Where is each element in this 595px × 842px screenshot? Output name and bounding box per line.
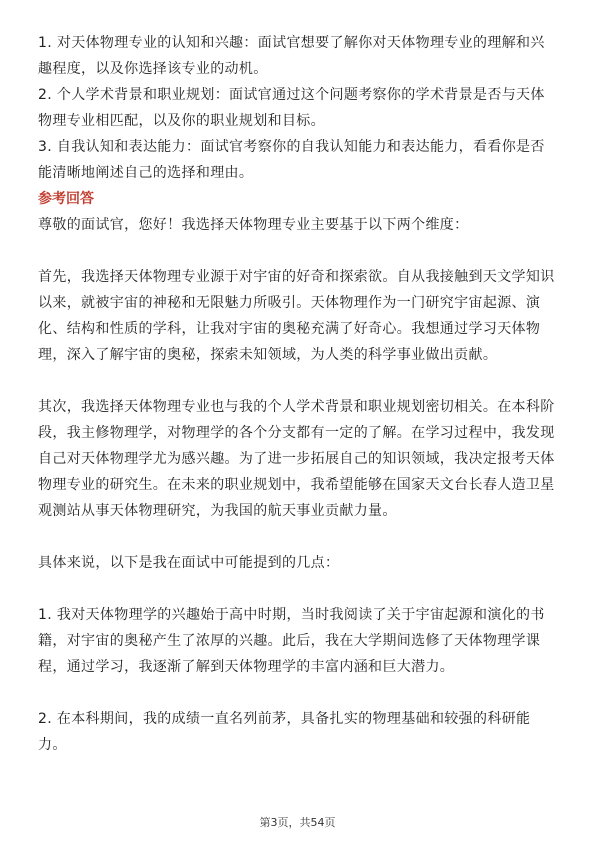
spacer bbox=[38, 368, 557, 394]
spacer bbox=[38, 524, 557, 550]
point-1: 1. 我对天体物理学的兴趣始于高中时期，当时我阅读了关于宇宙起源和演化的书籍，对宇宙的奥秘产生了浓厚的兴趣。此后，我在大学期间选修了天体物理学课程，通过学习，我逐渐了解到天体物理学的丰富内涵和巨大潜力。 bbox=[38, 607, 545, 675]
criteria-item-2: 2. 个人学术背景和职业规划：面试官通过这个问题考察你的学术背景是否与天体物理专业相匹配，以及你的职业规划和目标。 bbox=[38, 87, 545, 129]
paragraph-first: 首先，我选择天体物理专业源于对宇宙的好奇和探索欲。自从我接触到天文学知识以来，就被宇宙的神秘和无限魅力所吸引。天体物理作为一门研究宇宙起源、演化、结构和性质的学科，让我对宇宙的奥秘充满了好奇心。我想通过学习天体物理，深入了解宇宙的奥秘，探索未知领域，为人类的科学事业做出贡献。 bbox=[38, 269, 555, 363]
answer-heading: 参考回答 bbox=[38, 191, 94, 207]
greeting: 尊敬的面试官，您好！我选择天体物理专业主要基于以下两个维度： bbox=[38, 217, 469, 233]
spacer bbox=[38, 238, 557, 264]
spacer bbox=[38, 576, 557, 602]
criteria-item-1: 1. 对天体物理专业的认知和兴趣：面试官想要了解你对天体物理专业的理解和兴趣程度，以及你选择该专业的动机。 bbox=[38, 35, 545, 77]
spacer bbox=[38, 680, 557, 706]
point-2: 2. 在本科期间，我的成绩一直名列前茅，具备扎实的物理基础和较强的科研能力。 bbox=[38, 711, 531, 753]
paragraph-second: 其次，我选择天体物理专业也与我的个人学术背景和职业规划密切相关。在本科阶段，我主修物理学，对物理学的各个分支都有一定的了解。在学习过程中，我发现自己对天体物理学尤为感兴趣。为了进一步拓展自己的知识领域，我决定报考天体物理专业的研究生。在未来的职业规划中，我希望能够在国家天文台长春人造卫星观测站从事天体物理研究，为我国的航天事业贡献力量。 bbox=[38, 399, 555, 519]
page-footer: 第3页，共54页 bbox=[259, 816, 336, 829]
criteria-list bbox=[38, 30, 557, 186]
paragraph-specifics: 具体来说，以下是我在面试中可能提到的几点： bbox=[38, 555, 340, 571]
criteria-item-3: 3. 自我认知和表达能力：面试官考察你的自我认知能力和表达能力，看看你是否能清晰地阐述自己的选择和理由。 bbox=[38, 139, 545, 181]
